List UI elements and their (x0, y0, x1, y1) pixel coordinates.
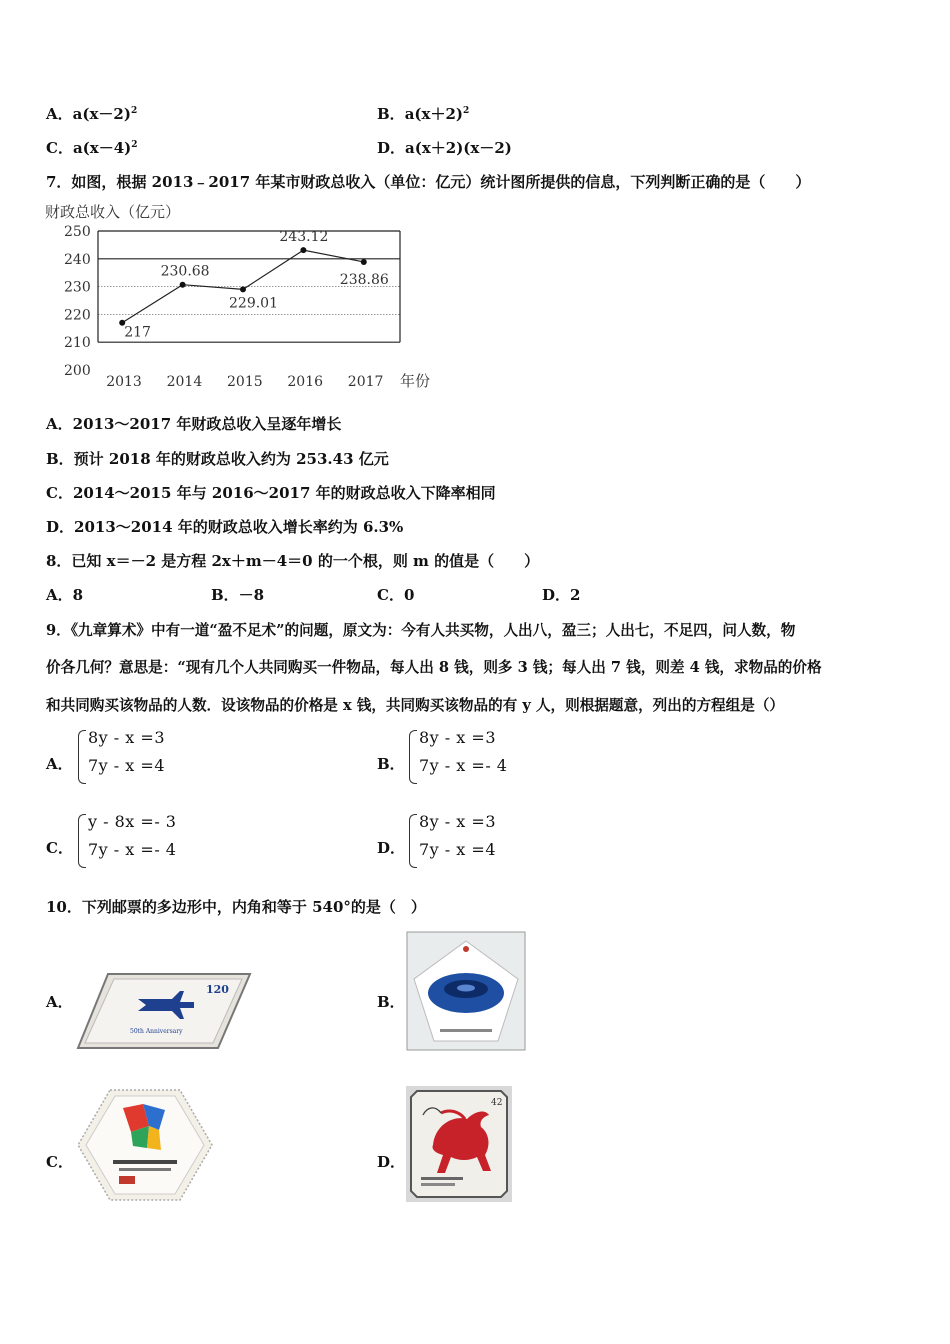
y-tick-label: 200 (64, 363, 91, 379)
chart-ylabel: 财政总收入（亿元） (45, 203, 181, 221)
q8-stem: 8．已知 x＝－2 是方程 2x＋m－4＝0 的一个根，则 m 的值是（ ） (46, 552, 540, 570)
q7-option-d: D．2013～2014 年的财政总收入增长率约为 6.3% (46, 518, 404, 536)
q10-option-a-label: A． (46, 993, 73, 1011)
chart-data-point (300, 247, 306, 253)
brace-icon (409, 730, 417, 784)
q7-option-b: B．预计 2018 年的财政总收入约为 253.43 亿元 (46, 450, 389, 468)
chart-data-point (180, 282, 186, 288)
q9-line3: 和共同购买该物品的人数．设该物品的价格是 x 钱，共同购买该物品的有 y 人，则根据题意，列出的方程组是（） (46, 697, 785, 714)
q9-option-c-label: C． (46, 839, 73, 857)
chart-data-label: 217 (124, 324, 151, 341)
chart-data-point (240, 286, 246, 292)
q8-option-c: C．0 (377, 586, 415, 604)
chart-data-label: 229.01 (229, 295, 278, 312)
stamp-d-value: 42 (491, 1098, 503, 1108)
q9-option-a-system: 8y - x =3 7y - x =4 (78, 728, 238, 784)
q9-line2: 价各几何？意思是：“现有几个人共同购买一件物品，每人出 8 钱，则多 3 钱；每人出 7 钱，则差 4 钱，求物品的价格 (46, 659, 822, 676)
stamp-a-image (76, 972, 252, 1050)
x-tick-label: 2016 (287, 374, 324, 390)
stamp-a-value: 120 (206, 983, 229, 996)
x-tick-label: 2015 (227, 374, 263, 390)
q10-option-d-label: D． (377, 1153, 406, 1171)
stamp-b-image (406, 931, 526, 1051)
brace-icon (409, 814, 417, 868)
y-tick-label: 240 (64, 251, 91, 268)
stamp-d-image (405, 1085, 513, 1203)
x-tick-label: 2013 (106, 374, 142, 390)
q9-option-b-label: B． (377, 755, 405, 773)
q8-option-d: D．2 (542, 586, 581, 604)
q6-option-c: C．$a(x-4)^2$ (46, 139, 138, 157)
q8-option-b: B．－8 (211, 586, 265, 604)
q6-option-d: D．a(x＋2)(x－2) (377, 139, 512, 157)
revenue-line-chart (40, 198, 460, 398)
x-tick-label: 2014 (166, 374, 203, 390)
q10-option-b-label: B． (377, 993, 405, 1011)
y-tick-label: 230 (64, 279, 91, 296)
y-tick-label: 210 (64, 335, 91, 352)
chart-data-label: 238.86 (339, 271, 389, 288)
q9-option-a-label: A． (46, 755, 73, 773)
x-tick-label: 2017 (347, 374, 384, 390)
chart-xlabel: 年份 (400, 372, 431, 390)
q9-option-c-system: y - 8x =- 3 7y - x =- 4 (78, 812, 238, 868)
brace-icon (78, 814, 86, 868)
q7-option-c: C．2014～2015 年与 2016～2017 年的财政总收入下降率相同 (46, 484, 496, 502)
brace-icon (78, 730, 86, 784)
y-tick-label: 220 (64, 307, 91, 324)
stamp-a-sub: 50th Anniversary (130, 1028, 183, 1035)
q6-option-b: B．$a(x+2)^2$ (377, 105, 470, 123)
q9-line1: 9．《九章算术》中有一道“盈不足术”的问题，原文为：今有人共买物，人出八，盈三；人出七，不足四，问人数，物 (46, 622, 796, 639)
q10-stem: 10．下列邮票的多边形中，内角和等于 540°的是（ ） (46, 898, 426, 916)
q6-option-a: A．$a(x-2)^2$ (46, 105, 138, 123)
q10-option-c-label: C． (46, 1153, 73, 1171)
chart-data-label: 230.68 (160, 263, 210, 280)
q7-stem: 7．如图，根据 2013﹣2017 年某市财政总收入（单位：亿元）统计图所提供的信息，下列判断正确的是（ ） (46, 173, 811, 191)
q8-option-a: A．8 (46, 586, 84, 604)
q9-option-d-label: D． (377, 839, 406, 857)
q7-option-a: A．2013～2017 年财政总收入呈逐年增长 (46, 415, 342, 433)
chart-data-label: 243.12 (279, 229, 329, 246)
chart-data-point (361, 259, 367, 265)
y-tick-label: 250 (64, 224, 91, 240)
q9-option-b-system: 8y - x =3 7y - x =- 4 (409, 728, 569, 784)
stamp-c-image (75, 1086, 215, 1204)
q9-option-d-system: 8y - x =3 7y - x =4 (409, 812, 569, 868)
